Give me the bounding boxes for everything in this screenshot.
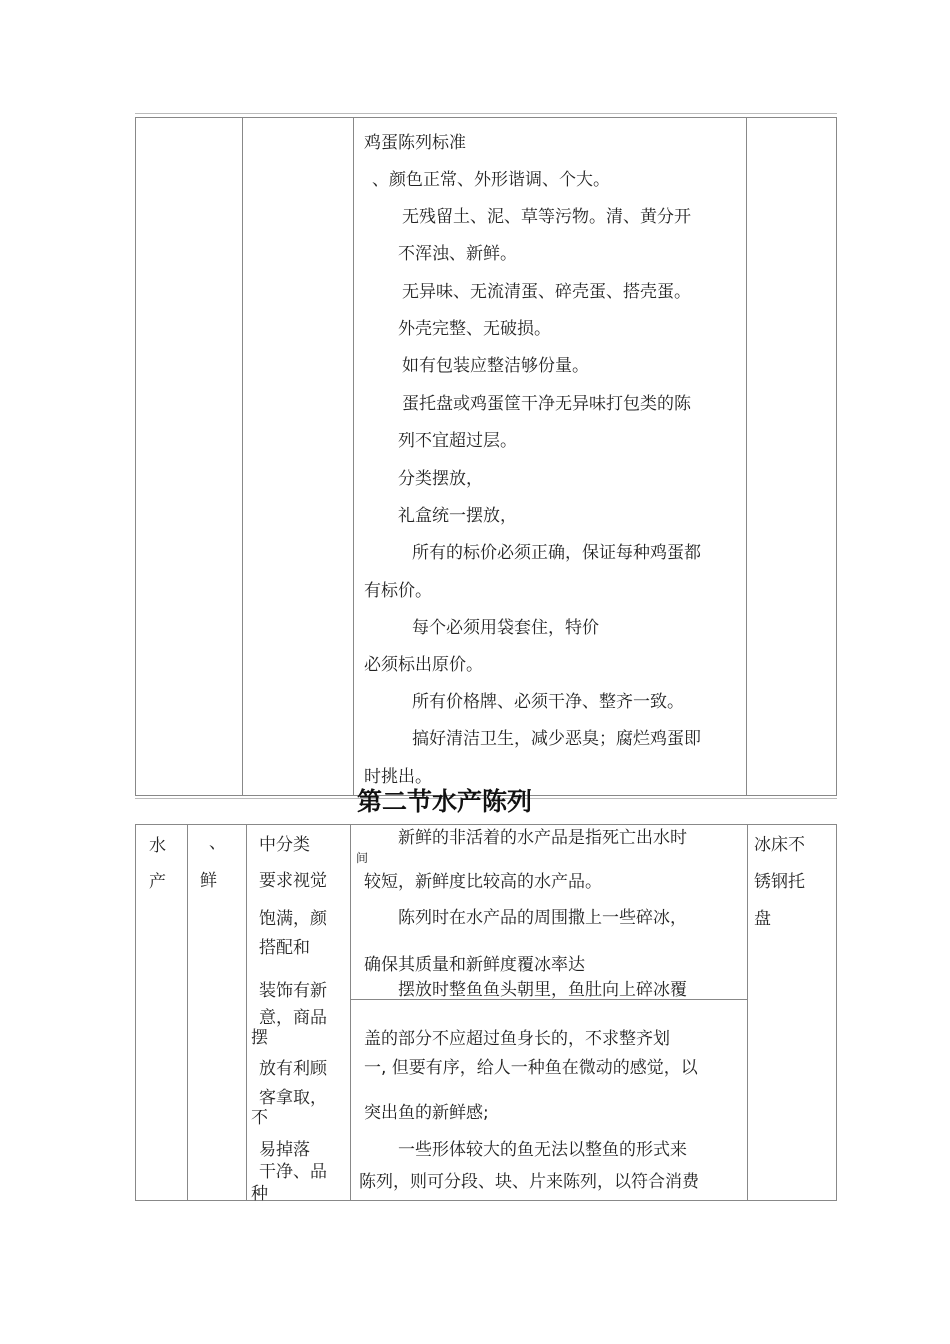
requirement-line: 干净、品 [259,1162,327,1182]
category-label: 产 [149,872,166,892]
seafood-standard-line: 间 [356,851,369,865]
requirement-line: 易掉落 [259,1140,310,1160]
seafood-standard-line: 新鲜的非活着的水产品是指死亡出水时 [398,828,687,848]
seafood-standard-line: 一, 但要有序，给人一种鱼在微动的感觉，以 [364,1058,698,1078]
egg-standard-line: 如有包装应整洁够份量。 [402,356,589,376]
requirement-line: 饱满，颜 [259,909,327,929]
table2-col-divider-4 [747,825,748,1200]
seafood-standard-line: 摆放时整鱼鱼头朝里，鱼肚向上碎冰覆 [398,980,687,1000]
seafood-standard-line: 确保其质量和新鲜度覆冰率达 [364,955,585,975]
section-title: 第二节水产陈列 [357,787,533,816]
equipment-label: 盘 [754,909,771,929]
requirement-line: 摆 [251,1028,268,1048]
egg-standard-line: 每个必须用袋套住，特价 [412,618,599,638]
egg-standard-line: 不浑浊、新鲜。 [398,244,517,264]
table2-col-divider-1 [187,825,188,1200]
table2-col-divider-3 [350,825,351,1200]
table2-col-divider-2 [246,825,247,1200]
egg-standard-line: 分类摆放， [398,469,483,489]
egg-standard-heading: 鸡蛋陈列标准 [364,133,466,153]
egg-standard-line: 所有价格牌、必须干净、整齐一致。 [412,692,684,712]
egg-standard-line: 礼盒统一摆放， [398,506,517,526]
seafood-standard-line: 突出鱼的新鲜感; [364,1103,489,1123]
requirement-line: 搭配和 [259,938,310,958]
egg-standard-line: 外壳完整、无破损。 [398,319,551,339]
equipment-label: 锈钢托 [754,872,805,892]
requirement-line: 意，商品 [259,1008,327,1028]
requirement-line: 种 [251,1184,268,1204]
egg-standard-line: 有标价。 [364,581,432,601]
table1-col-divider-3 [746,118,747,795]
requirement-line: 中分类 [259,835,310,855]
egg-standard-line: 蛋托盘或鸡蛋筐干净无异味打包类的陈 [402,394,691,414]
top-rule [135,113,837,114]
equipment-label: 冰床不 [754,835,805,855]
seafood-standard-line: 陈列时在水产品的周围撒上一些碎冰， [398,908,687,928]
egg-standard-line: 必须标出原价。 [364,655,483,675]
seafood-standard-line: 陈列，则可分段、块、片来陈列，以符合消费 [359,1172,699,1192]
requirement-line: 客拿取， [259,1088,327,1108]
egg-standard-line: 、颜色正常、外形谐调、个大。 [372,170,610,190]
requirement-line: 要求视觉 [259,871,327,891]
category-label: 水 [149,836,166,856]
requirement-line: 放有利顾 [259,1059,327,1079]
egg-standard-line: 时挑出。 [364,767,432,787]
seafood-standard-line: 一些形体较大的鱼无法以整鱼的形式来 [398,1140,687,1160]
egg-standard-line: 列不宜超过层。 [398,431,517,451]
seafood-standard-line: 较短，新鲜度比较高的水产品。 [364,872,602,892]
seafood-standard-line: 盖的部分不应超过鱼身长的，不求整齐划 [364,1029,670,1049]
egg-standard-line: 无异味、无流清蛋、碎壳蛋、搭壳蛋。 [402,282,691,302]
requirement-line: 装饰有新 [259,981,327,1001]
requirement-line: 不 [251,1108,268,1128]
table1-col-divider-1 [242,118,243,795]
subcategory-label: 鲜 [200,871,217,891]
egg-standard-line: 搞好清洁卫生，减少恶臭；腐烂鸡蛋即 [412,729,701,749]
subcategory-label: 、 [209,833,226,853]
egg-standard-line: 无残留土、泥、草等污物。清、黄分开 [402,207,691,227]
egg-standard-line: 所有的标价必须正确，保证每种鸡蛋都 [412,543,701,563]
table1-col-divider-2 [353,118,354,795]
